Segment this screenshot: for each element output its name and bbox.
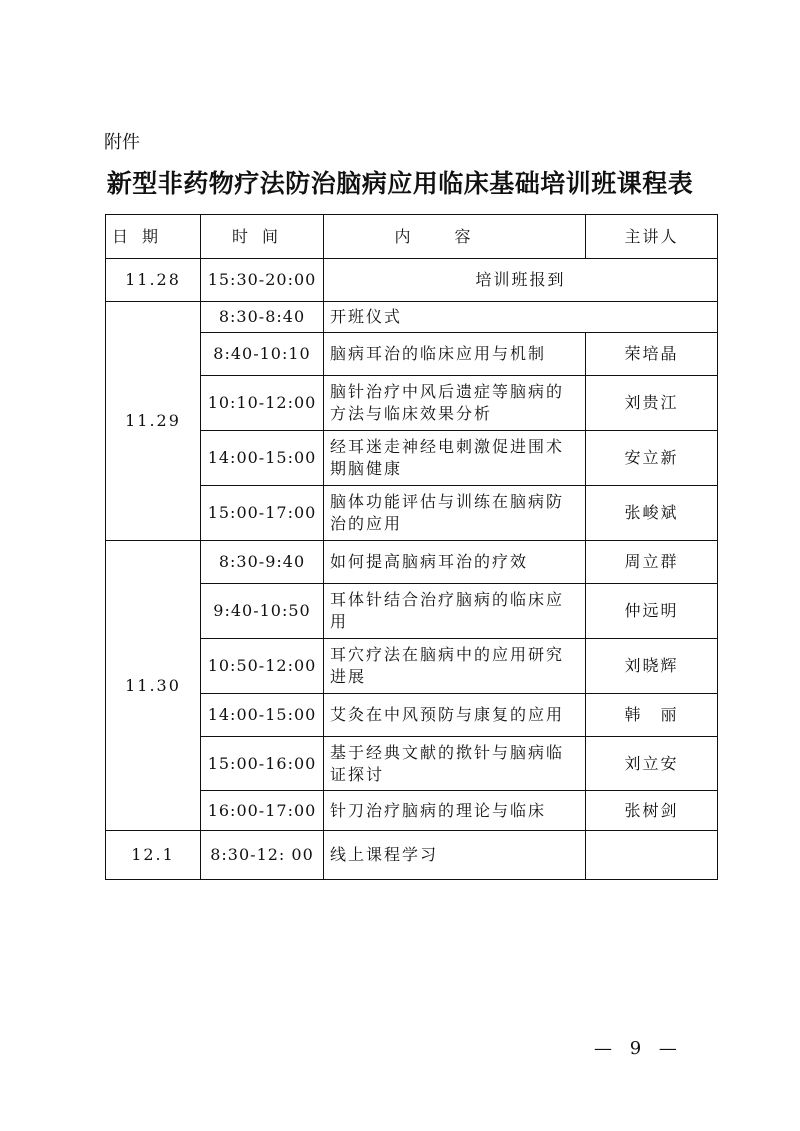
column-header-speaker: 主讲人	[586, 215, 718, 259]
speaker-cell: 刘晓辉	[586, 639, 718, 694]
content-cell: 线上课程学习	[324, 831, 586, 880]
time-cell: 8:40-10:10	[201, 333, 324, 376]
content-cell: 脑病耳治的临床应用与机制	[324, 333, 586, 376]
content-cell: 经耳迷走神经电刺激促进围术期脑健康	[324, 431, 586, 486]
time-cell: 10:10-12:00	[201, 376, 324, 431]
content-cell: 针刀治疗脑病的理论与临床	[324, 791, 586, 831]
content-cell: 耳体针结合治疗脑病的临床应用	[324, 584, 586, 639]
column-header-date: 日期	[106, 215, 201, 259]
speaker-cell: 仲远明	[586, 584, 718, 639]
column-header-content: 内容	[324, 215, 586, 259]
speaker-cell: 周立群	[586, 541, 718, 584]
table-row	[106, 302, 718, 333]
content-cell: 脑体功能评估与训练在脑病防治的应用	[324, 486, 586, 541]
content-cell: 耳穴疗法在脑病中的应用研究进展	[324, 639, 586, 694]
time-cell: 10:50-12:00	[201, 639, 324, 694]
date-cell: 11.30	[106, 541, 201, 831]
speaker-cell: 张峻斌	[586, 486, 718, 541]
content-cell: 艾灸在中风预防与康复的应用	[324, 694, 586, 737]
content-cell: 脑针治疗中风后遗症等脑病的方法与临床效果分析	[324, 376, 586, 431]
date-cell: 12.1	[106, 831, 201, 880]
document-title: 新型非药物疗法防治脑病应用临床基础培训班课程表	[106, 169, 694, 198]
time-cell: 15:30-20:00	[201, 259, 324, 302]
content-cell: 培训班报到	[324, 259, 718, 302]
speaker-cell: 刘贵江	[586, 376, 718, 431]
table-row	[106, 831, 718, 880]
time-cell: 16:00-17:00	[201, 791, 324, 831]
column-header-time: 时间	[201, 215, 324, 259]
time-cell: 8:30-12: 00	[201, 831, 324, 880]
time-cell: 15:00-16:00	[201, 737, 324, 791]
time-cell: 15:00-17:00	[201, 486, 324, 541]
time-cell: 9:40-10:50	[201, 584, 324, 639]
speaker-cell: 张树剑	[586, 791, 718, 831]
content-cell: 开班仪式	[324, 302, 718, 333]
time-cell: 8:30-9:40	[201, 541, 324, 584]
date-cell: 11.28	[106, 259, 201, 302]
content-cell: 基于经典文献的揿针与脑病临证探讨	[324, 737, 586, 791]
time-cell: 8:30-8:40	[201, 302, 324, 333]
page-number: — 9 —	[594, 1038, 683, 1059]
speaker-cell: 荣培晶	[586, 333, 718, 376]
speaker-cell	[586, 831, 718, 880]
content-cell: 如何提高脑病耳治的疗效	[324, 541, 586, 584]
table-row	[106, 541, 718, 584]
speaker-cell: 安立新	[586, 431, 718, 486]
speaker-cell: 刘立安	[586, 737, 718, 791]
attachment-label: 附件	[104, 132, 140, 153]
table-row	[106, 259, 718, 302]
date-cell: 11.29	[106, 302, 201, 541]
schedule-table	[105, 214, 718, 880]
time-cell: 14:00-15:00	[201, 694, 324, 737]
speaker-cell: 韩 丽	[586, 694, 718, 737]
time-cell: 14:00-15:00	[201, 431, 324, 486]
table-header-row	[106, 215, 718, 259]
